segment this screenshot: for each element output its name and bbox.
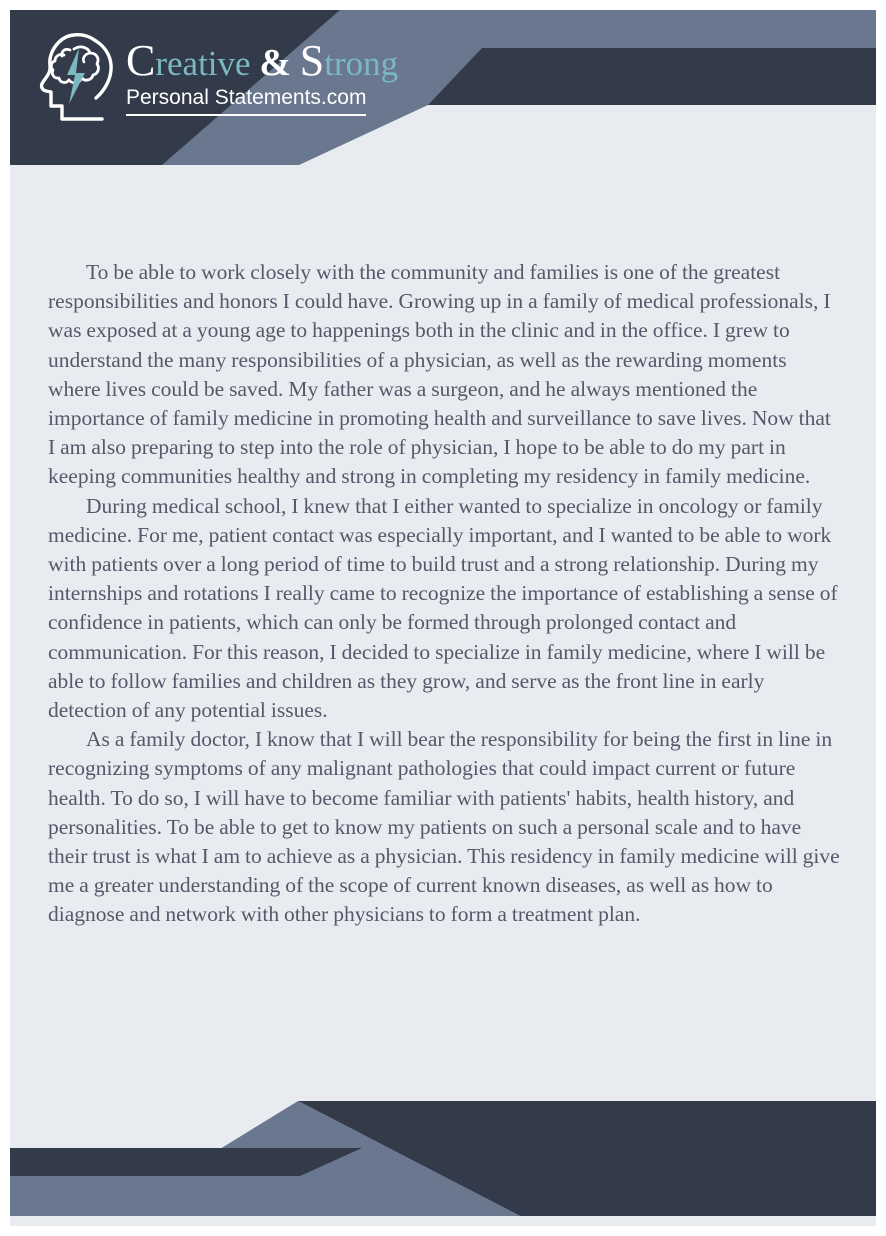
page-sheet <box>10 10 876 1226</box>
logo-ampersand: & <box>259 41 291 84</box>
logo-text-block <box>126 35 399 116</box>
logo-title-trong: trong <box>324 43 399 83</box>
logo-subtitle: Personal Statements.com <box>126 86 366 116</box>
logo-title-s: S <box>299 35 325 85</box>
logo-title-reative: reative <box>155 43 251 83</box>
paragraph-1: To be able to work closely with the community and families is one of the greatest responsibilities and honors I could have. Growing up in a family of medical professionals, I was exposed at a young age to happenings both in the clinic and in the office. I grew to understand the many responsibilities of a physician, as well as the rewarding moments where lives could be saved. My father was a surgeon, and he always mentioned the importance of family medicine in promoting health and surveillance to save lives. Now that I am also preparing to step into the role of physician, I hope to be able to do my part in keeping communities healthy and strong in completing my residency in family medicine. <box>48 260 831 489</box>
site-logo[interactable] <box>34 28 398 126</box>
paragraph-3: As a family doctor, I know that I will bear the responsibility for being the first in line in recognizing symptoms of any malignant pathologies that could impact current or future health. To do so, I will have to become familiar with patients' habits, health history, and personalities. To be able to get to know my patients on such a personal scale and to have their trust is what I am to achieve as a physician. This residency in family medicine will give me a greater understanding of the scope of current known diseases, as well as how to diagnose and network with other physicians to form a treatment plan. <box>48 727 840 927</box>
head-brain-lightning-icon <box>34 28 120 126</box>
paragraph-2: During medical school, I knew that I either wanted to specialize in oncology or family medicine. For me, patient contact was especially important, and I wanted to be able to work with patients over a long period of time to build trust and a strong relationship. During my internships and rotations I really came to recognize the importance of establishing a sense of confidence in patients, which can only be formed through prolonged contact and communication. For this reason, I decided to specialize in family medicine, where I will be able to follow families and children as they grow, and serve as the front line in early detection of any potential issues. <box>48 493 838 723</box>
logo-title-c: C <box>126 35 156 85</box>
document-body <box>48 258 842 930</box>
page-header <box>10 10 876 165</box>
logo-title <box>126 35 399 85</box>
page-footer <box>10 1066 876 1226</box>
